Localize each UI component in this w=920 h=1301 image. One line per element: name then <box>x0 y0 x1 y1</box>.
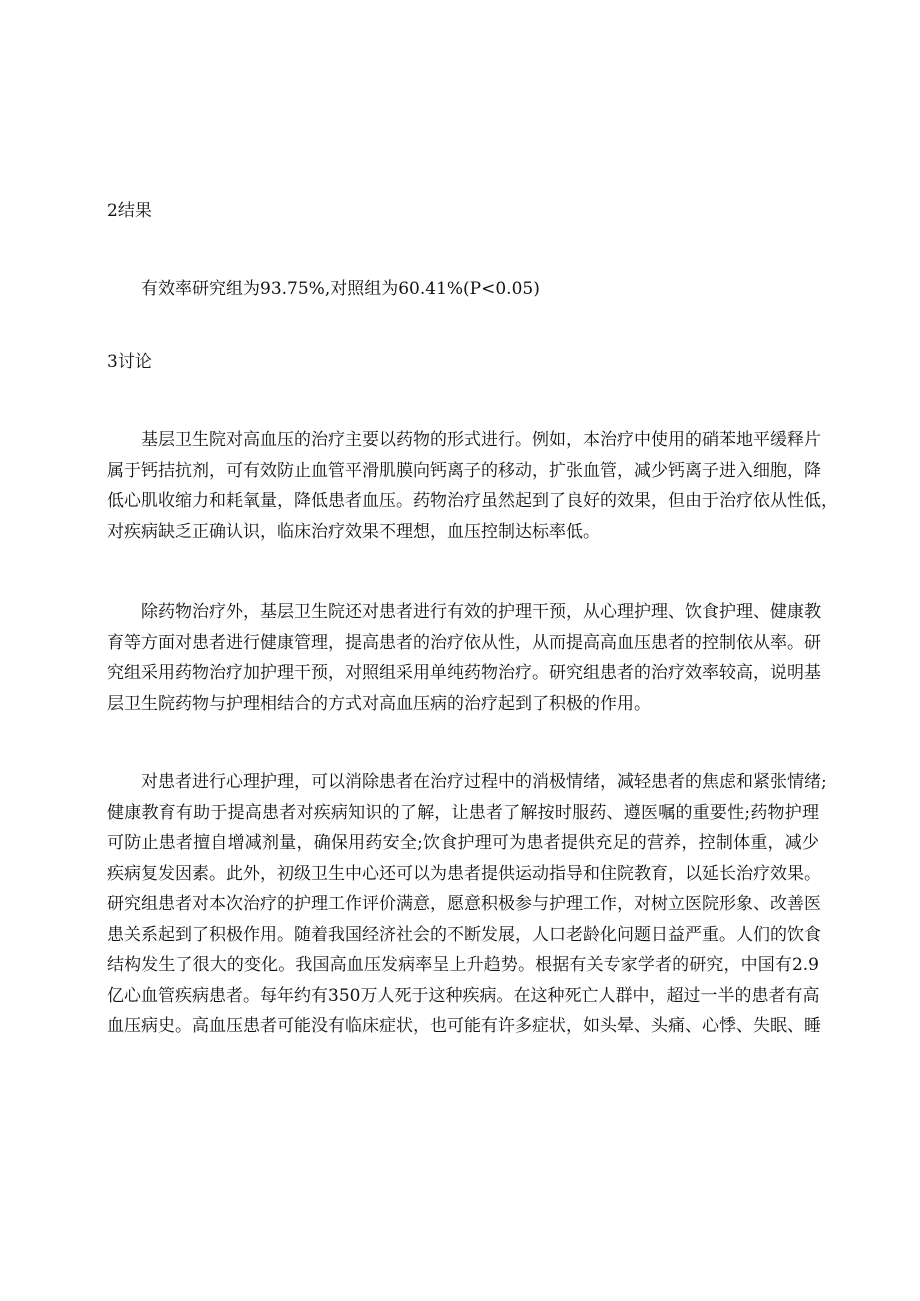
paragraph-line: 患关系起到了积极作用。随着我国经济社会的不断发展，人口老龄化问题日益严重。人们的饮食 <box>107 924 821 945</box>
paragraph-line: 疾病复发因素。此外，初级卫生中心还可以为患者提供运动指导和住院教育，以延长治疗效果。 <box>107 863 821 884</box>
paragraph-line: 可防止患者擅自增减剂量，确保用药安全;饮食护理可为患者提供充足的营养，控制体重，减少 <box>107 833 819 853</box>
paragraph-line: 对患者进行心理护理，可以消除患者在治疗过程中的消极情绪，减轻患者的焦虑和紧张情绪; <box>141 772 827 792</box>
paragraph-line: 对疾病缺乏正确认识，临床治疗效果不理想，血压控制达标率低。 <box>107 521 600 542</box>
paragraph-line: 有效率研究组为93.75%,对照组为60.41%(P<0.05) <box>141 279 540 299</box>
paragraph-results <box>107 274 819 305</box>
paragraph-line: 血压病史。高血压患者可能没有临床症状，也可能有许多症状，如头晕、头痛、心悸、失眠、睡 <box>107 1016 821 1036</box>
paragraph-line: 研究组患者对本次治疗的护理工作评价满意，愿意积极参与护理工作，对树立医院形象、改善医 <box>107 894 821 914</box>
paragraph-line: 育等方面对患者进行健康管理，提高患者的治疗依从性，从而提高高血压患者的控制依从率。研 <box>107 632 821 653</box>
paragraph-discussion-3 <box>107 767 827 1042</box>
paragraph-line: 究组采用药物治疗加护理干预，对照组采用单纯药物治疗。研究组患者的治疗效率较高，说明基 <box>107 663 821 683</box>
paragraph-line: 基层卫生院对高血压的治疗主要以药物的形式进行。例如，本治疗中使用的硝苯地平缓释片 <box>141 430 821 450</box>
paragraph-line: 属于钙拮抗剂，可有效防止血管平滑肌膜向钙离子的移动，扩张血管，减少钙离子进入细胞，降 <box>107 460 821 481</box>
paragraph-line: 健康教育有助于提高患者对疾病知识的了解，让患者了解按时服药、遵医嘱的重要性;药物护理 <box>107 802 819 823</box>
paragraph-line: 低心肌收缩力和耗氧量，降低患者血压。药物治疗虽然起到了良好的效果，但由于治疗依从性低， <box>107 491 838 511</box>
section-heading-discussion: 3讨论 <box>107 352 152 372</box>
paragraph-discussion-2 <box>107 597 819 719</box>
paragraph-line: 结构发生了很大的变化。我国高血压发病率呈上升趋势。根据有关专家学者的研究，中国有2.9 <box>107 955 819 975</box>
paragraph-line: 除药物治疗外，基层卫生院还对患者进行有效的护理干预，从心理护理、饮食护理、健康教 <box>141 602 821 622</box>
section-heading-results: 2结果 <box>107 201 152 221</box>
paragraph-line: 层卫生院药物与护理相结合的方式对高血压病的治疗起到了积极的作用。 <box>107 693 651 714</box>
paragraph-discussion-1 <box>107 425 838 547</box>
paragraph-line: 亿心血管疾病患者。每年约有350万人死于这种疾病。在这种死亡人群中，超过一半的患者有高 <box>107 985 820 1006</box>
